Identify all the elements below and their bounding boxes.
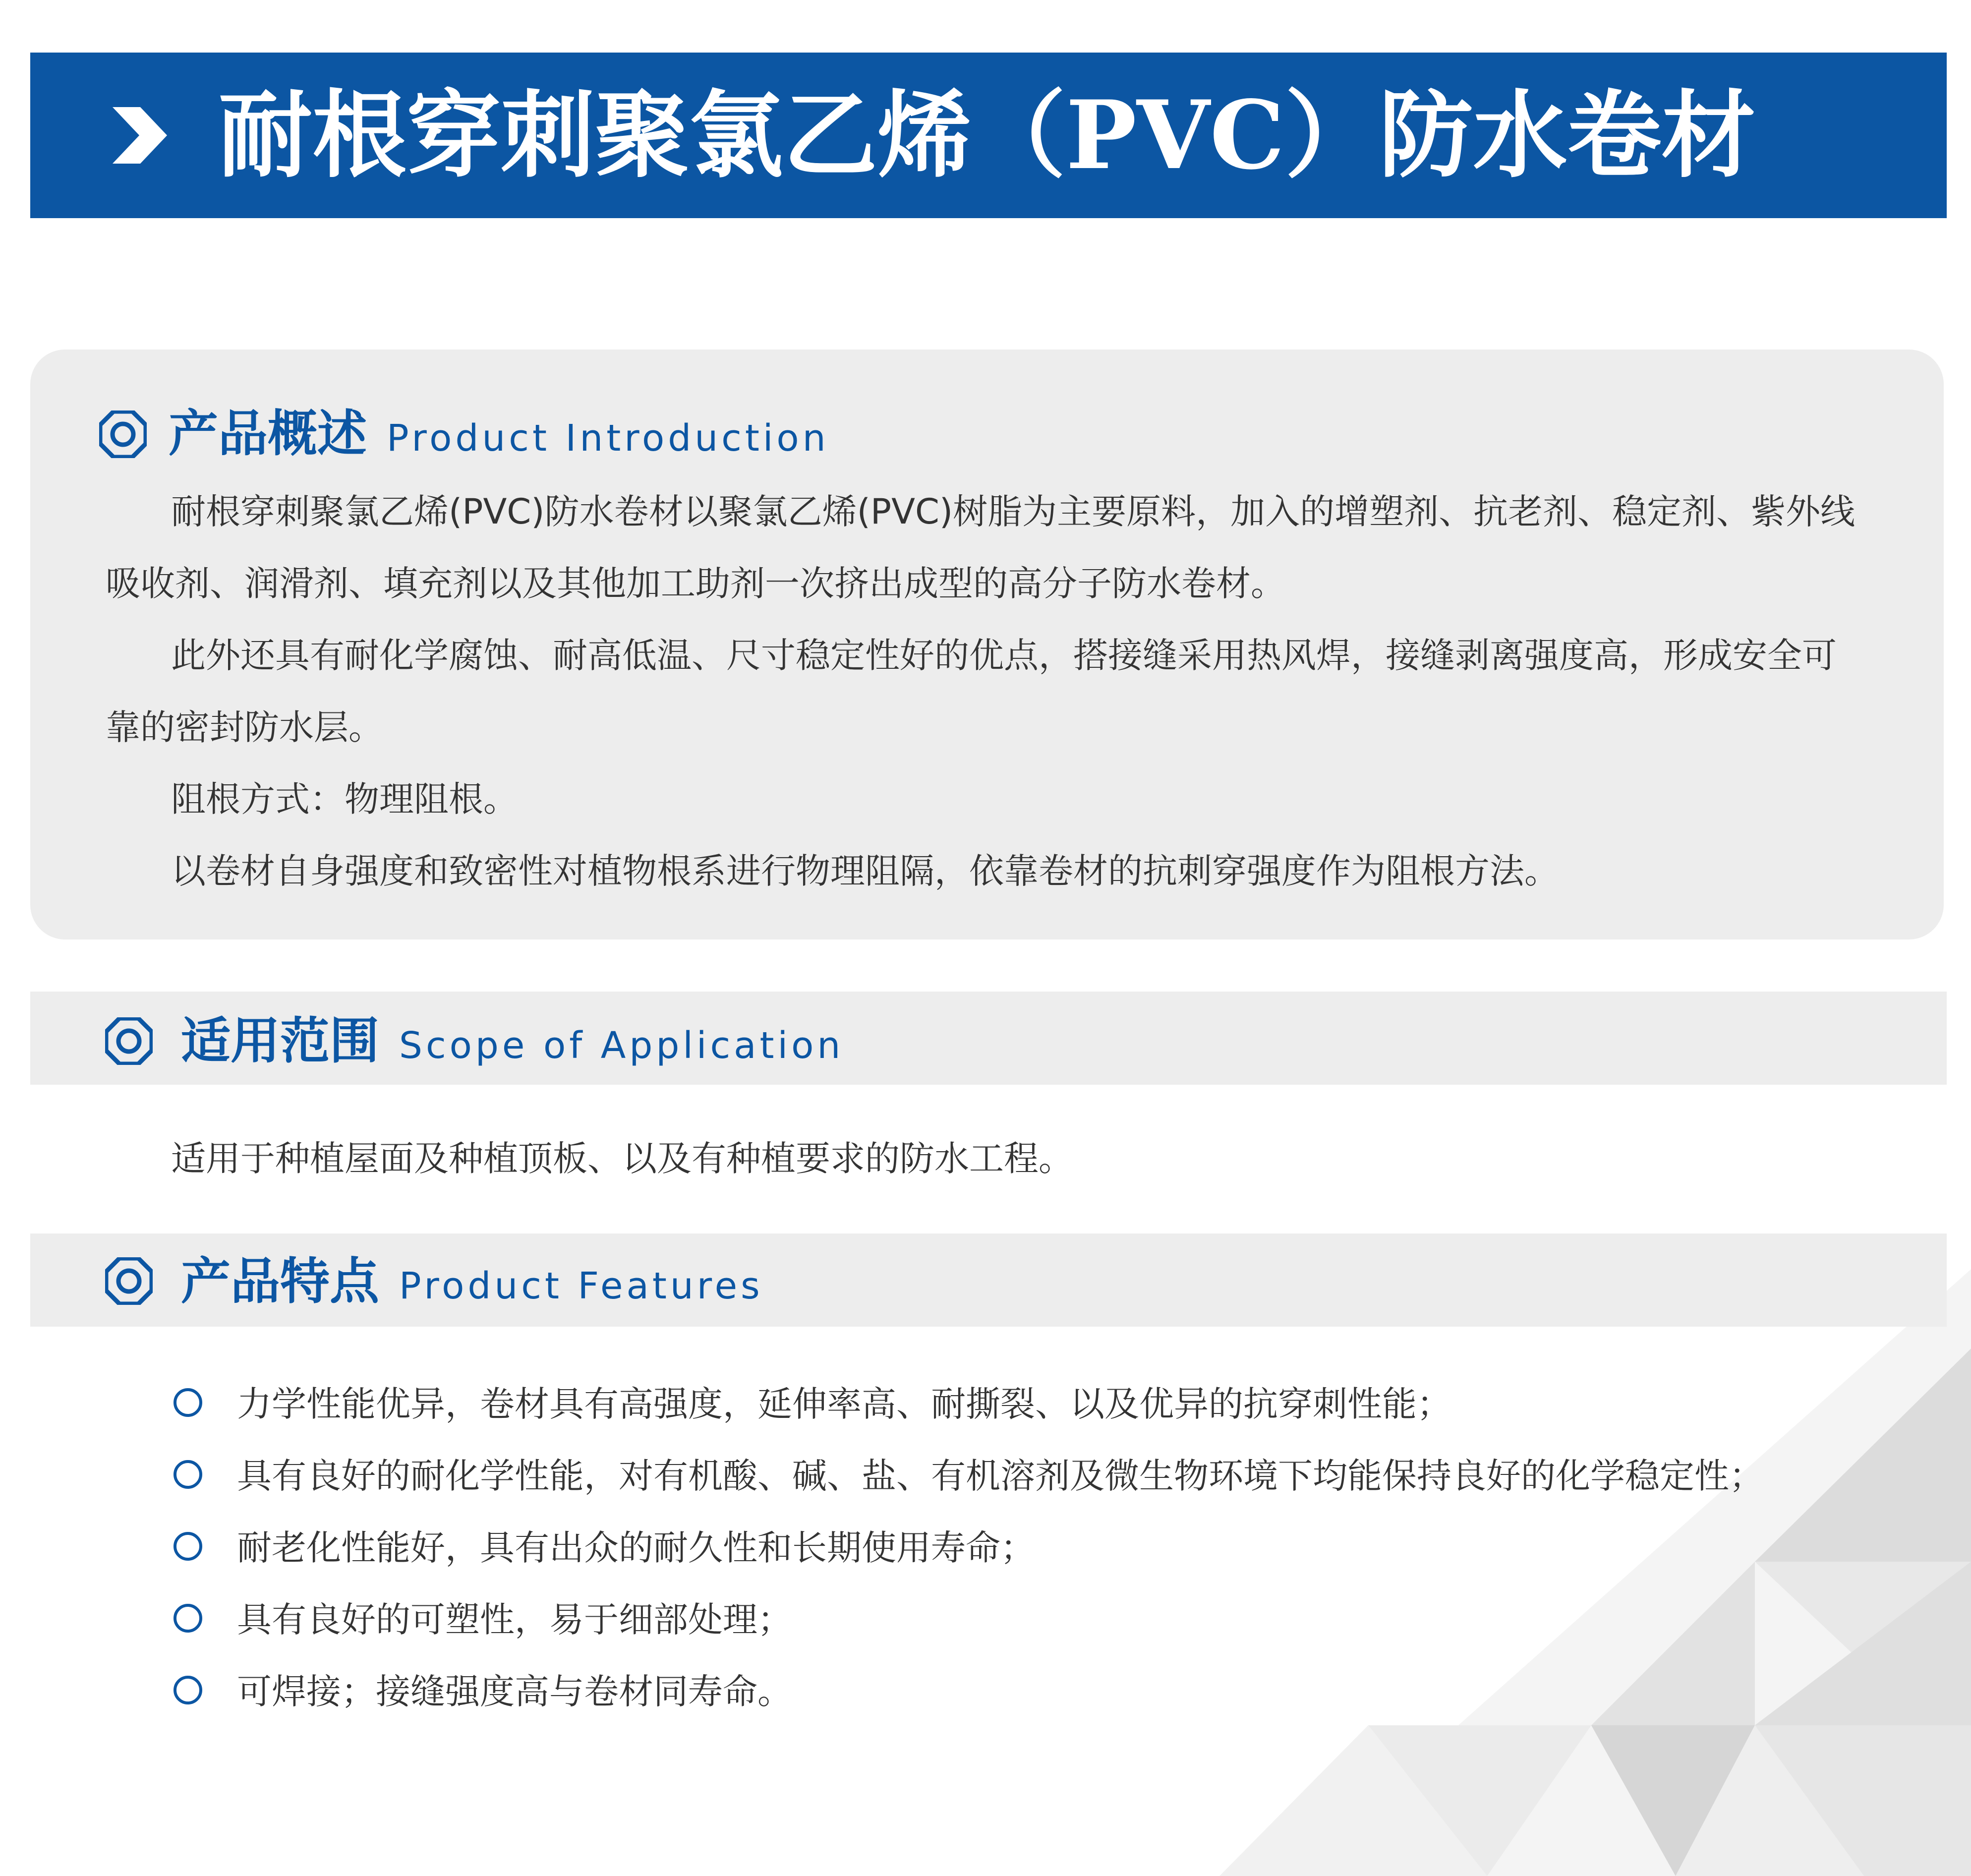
feature-text: 耐老化性能好，具有出众的耐久性和长期使用寿命； [237, 1527, 1035, 1568]
circle-bullet-icon [174, 1388, 202, 1417]
circle-bullet-icon [174, 1460, 202, 1489]
list-item [174, 1656, 1884, 1728]
intro-paragraph-3: 阻根方式：物理阻根。 [171, 779, 518, 820]
page-title: 耐根穿刺聚氯乙烯（PVC）防水卷材 [218, 80, 1756, 190]
octagon-target-icon [99, 410, 147, 458]
feature-text: 力学性能优异，卷材具有高强度，延伸率高、耐撕裂、以及优异的抗穿刺性能； [237, 1384, 1451, 1424]
features-list [174, 1368, 1884, 1728]
feature-text: 具有良好的可塑性，易于细部处理； [237, 1599, 792, 1640]
scope-heading-cn: 适用范围 [181, 1012, 379, 1070]
features-heading-en: Product Features [399, 1265, 763, 1307]
list-item [174, 1584, 1884, 1656]
octagon-target-icon [105, 1257, 153, 1305]
intro-paragraph-1: 耐根穿刺聚氯乙烯(PVC)防水卷材以聚氯乙烯(PVC)树脂为主要原料，加入的增塑剂、抗老剂、稳定剂、紫外线吸收剂、润滑剂、填充剂以及其他加工助剂一次挤出成型的高分子防水卷材。 [106, 491, 1855, 604]
list-item [174, 1512, 1884, 1584]
circle-bullet-icon [174, 1532, 202, 1561]
chevron-right-icon [82, 53, 171, 218]
octagon-target-icon [105, 1017, 153, 1065]
list-item [174, 1368, 1884, 1440]
scope-text: 适用于种植屋面及种植顶板、以及有种植要求的防水工程。 [171, 1138, 1073, 1179]
intro-heading [169, 397, 829, 471]
features-heading-cn: 产品特点 [181, 1252, 379, 1310]
circle-bullet-icon [174, 1676, 202, 1704]
intro-heading-cn: 产品概述 [169, 405, 367, 463]
features-heading [181, 1244, 763, 1319]
intro-heading-en: Product Introduction [387, 417, 829, 460]
circle-bullet-icon [174, 1604, 202, 1633]
list-item [174, 1440, 1884, 1512]
feature-text: 具有良好的耐化学性能，对有机酸、碱、盐、有机溶剂及微生物环境下均能保持良好的化学稳定性； [237, 1456, 1764, 1496]
scope-heading [181, 1004, 844, 1078]
feature-text: 可焊接；接缝强度高与卷材同寿命。 [237, 1671, 792, 1712]
intro-paragraph-2: 此外还具有耐化学腐蚀、耐高低温、尺寸稳定性好的优点，搭接缝采用热风焊，接缝剥离强度高，形成安全可靠的密封防水层。 [106, 635, 1837, 748]
scope-heading-en: Scope of Application [399, 1024, 844, 1067]
intro-paragraph-4: 以卷材自身强度和致密性对植物根系进行物理阻隔，依靠卷材的抗刺穿强度作为阻根方法。 [171, 851, 1559, 891]
